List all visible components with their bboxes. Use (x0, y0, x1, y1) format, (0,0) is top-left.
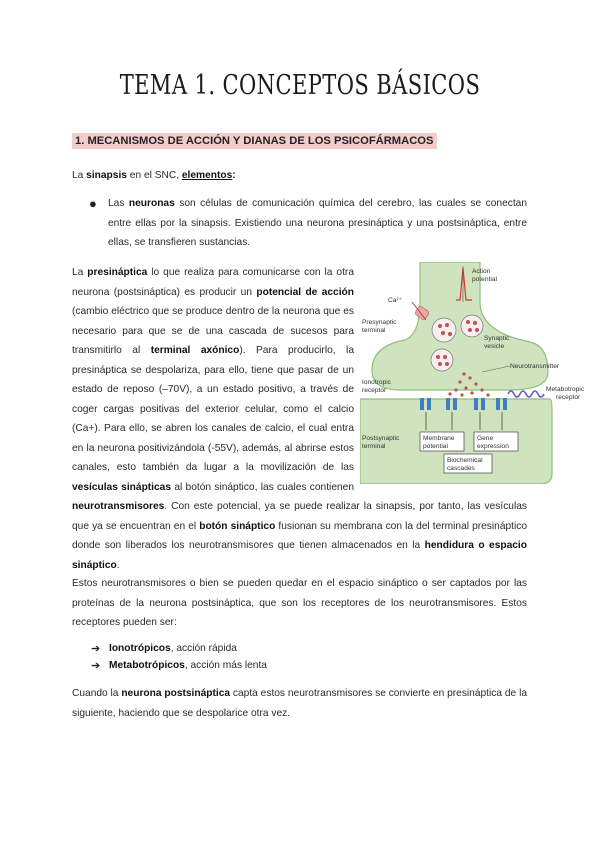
bullet-dot: ● (89, 196, 97, 211)
page-title: TEMA 1. CONCEPTOS BÁSICOS (119, 70, 481, 101)
metabotropic-receptor (508, 391, 544, 397)
arrow-icon: ➔ (91, 660, 101, 672)
list-item-ionotropicos: Ionotrópicos, acción rápida (109, 643, 237, 654)
section-heading: 1. MECANISMOS DE ACCIÓN Y DIANAS DE LOS PSICOFÁRMACOS (72, 133, 437, 149)
arrow-icon: ➔ (91, 643, 101, 655)
label-synaptic: Synaptic (484, 335, 510, 342)
label-expression: expression (477, 443, 509, 450)
label-presynaptic: Presynaptic (362, 319, 397, 326)
paragraph-receptores: Estos neurotransmisores o bien se pueden quedar en el espacio sináptico o ser captados por las proteínas de la neurona postsináptica, que son los receptores de los neurotransmisores. Estos receptores pueden ser: (72, 578, 527, 628)
label-biochemical: Biochemical (447, 457, 483, 464)
label-gene: Gene (477, 435, 494, 442)
paragraph-postsinaptica: Cuando la neurona postsináptica capta estos neurotransmisores se convierte en presináptica de la siguiente, haciendo que se despolarice otra vez. (72, 688, 528, 719)
label-post-terminal: terminal (362, 443, 386, 450)
bullet-neuronas: Las neuronas son células de comunicación química del cerebro, las cuales se conectan entre ellas por la sinapsis. Existiendo una neurona presináptica y una postsináptica, entre ellas, se transfieren sustancias. (108, 198, 527, 248)
label-potential: potential (472, 276, 497, 283)
label-vesicle: vesicle (484, 343, 505, 350)
label-action: Action (472, 268, 491, 275)
synapse-diagram (360, 262, 600, 484)
label-metabotropic-receptor: receptor (556, 394, 581, 401)
label-receptor: receptor (362, 387, 387, 394)
label-membrane: Membrane (423, 435, 455, 442)
intro-line: La sinapsis en el SNC, elementos: (72, 170, 236, 181)
label-terminal: terminal (362, 327, 386, 334)
presynaptic-terminal-shape (372, 262, 548, 390)
label-ca: Ca²⁺ (388, 297, 403, 304)
label-membrane-potential: potential (423, 443, 448, 450)
paragraph-presinaptica: La presináptica lo que realiza para comunicarse con la otra neurona (postsináptica) es producir un potencial de acción (cambio eléctrico que se produce dentro de la neurona que es necesario para que se de una cascada de sucesos para transmitirlo al terminal axónico). Para producirlo, la presináptica se despolariza, para ello, tiene que pasar de un estado de reposo (–70V), a un estado positivo, a través de coger cargas positivas del exterior celular, como el calcio (Ca+). Para ello, se abren los canales de calcio, el cual entra en la neurona positivizándola (-55V), además, al abrirse estos canales, esto también da lugar a la movilización de las vesículas sinápticas al botón sináptico, las cuales contienen neurotransmisores. Con este potencial, ya se puede realizar la sinapsis, por tanto, las vesículas que ya se encuentran en el botón sináptico fusionan su membrana con la del terminal presináptico donde son liberados los neurotransmisores que tienen almacenados en la hendidura o espacio sináptico. (72, 263, 527, 575)
label-neurotransmitter: Neurotransmitter (510, 363, 560, 370)
list-item-metabotropicos: Metabotrópicos, acción más lenta (109, 660, 267, 671)
label-postsynaptic: Postsynaptic (362, 435, 400, 442)
label-cascades: cascades (447, 465, 475, 472)
label-metabotropic: Metabotropic (546, 386, 585, 393)
label-ionotropic: Ionotropic (362, 379, 391, 386)
